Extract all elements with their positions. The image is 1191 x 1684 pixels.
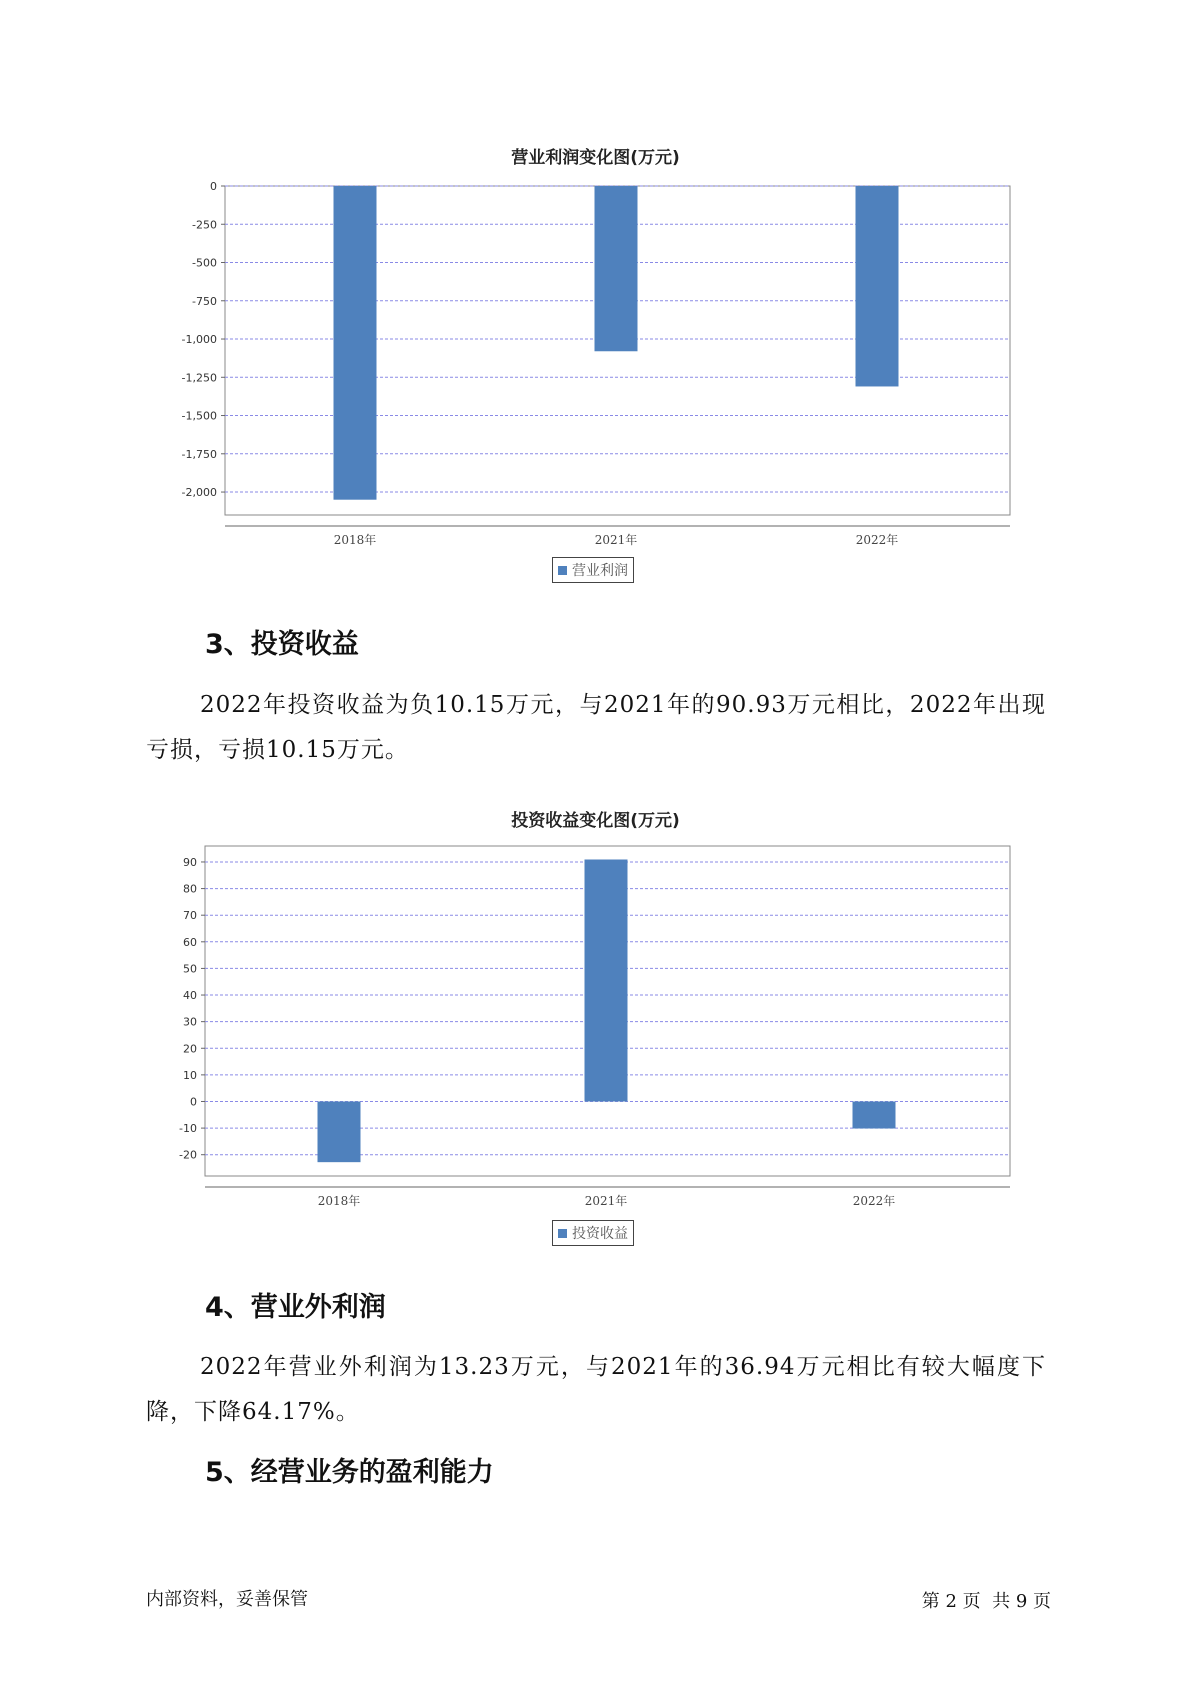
bar-2018年 [334,186,377,500]
y-tick-label: -250 [192,218,217,232]
y-tick-label: 40 [183,989,197,1003]
y-tick-label: 80 [183,882,197,896]
chart2-title: 投资收益变化图(万元) [511,811,680,831]
y-tick-label: 30 [183,1015,197,1029]
y-tick-label: -20 [179,1148,197,1162]
x-tick-label: 2021年 [584,1194,628,1208]
y-tick-label: -1,250 [181,371,217,385]
operating-profit-chart [0,170,1191,570]
y-tick-label: 10 [183,1068,197,1082]
section-5-heading: 5、经营业务的盈利能力 [205,1457,494,1488]
y-tick-label: 70 [183,909,197,923]
y-tick-label: -10 [179,1122,197,1136]
x-tick-label: 2021年 [594,533,638,547]
bar-2022年 [853,1101,896,1128]
y-tick-label: 50 [183,962,197,976]
y-tick-label: -1,500 [181,409,217,423]
bar-2021年 [595,186,638,351]
chart2-legend-label: 投资收益 [572,1226,628,1242]
chart2-legend [552,1220,634,1246]
y-tick-label: -1,000 [181,333,217,347]
x-tick-label: 2018年 [333,533,377,547]
y-tick-label: 60 [183,935,197,949]
section-4-paragraph: 2022年营业外利润为13.23万元，与2021年的36.94万元相比有较大幅度下降，下降64.17%。 [146,1354,1046,1425]
bar-2021年 [585,859,628,1101]
y-tick-label: 90 [183,855,197,869]
y-tick-label: 20 [183,1042,197,1056]
chart1-title: 营业利润变化图(万元) [511,148,680,168]
x-tick-label: 2018年 [317,1194,361,1208]
chart1-legend-label: 营业利润 [572,563,628,579]
y-tick-label: -2,000 [181,486,217,500]
y-tick-label: -500 [192,256,217,270]
chart1-legend [552,557,634,583]
y-tick-label: 0 [210,180,217,193]
investment-income-chart [0,834,1191,1234]
section-4-heading: 4、营业外利润 [205,1292,386,1323]
bar-2022年 [856,186,899,386]
footer-page-number: 第 2 页 共 9 页 [921,1591,1051,1612]
x-tick-label: 2022年 [855,533,899,547]
section-3-heading: 3、投资收益 [205,629,359,660]
section-3-paragraph: 2022年投资收益为负10.15万元，与2021年的90.93万元相比，2022年出现亏损，亏损10.15万元。 [146,692,1046,763]
y-tick-label: 0 [190,1095,197,1109]
y-tick-label: -750 [192,294,217,308]
legend-swatch [558,1229,567,1238]
bar-2018年 [318,1101,361,1162]
legend-swatch [558,566,567,575]
y-tick-label: -1,750 [181,447,217,461]
x-tick-label: 2022年 [852,1194,896,1208]
footer-confidential-note: 内部资料，妥善保管 [146,1589,308,1610]
